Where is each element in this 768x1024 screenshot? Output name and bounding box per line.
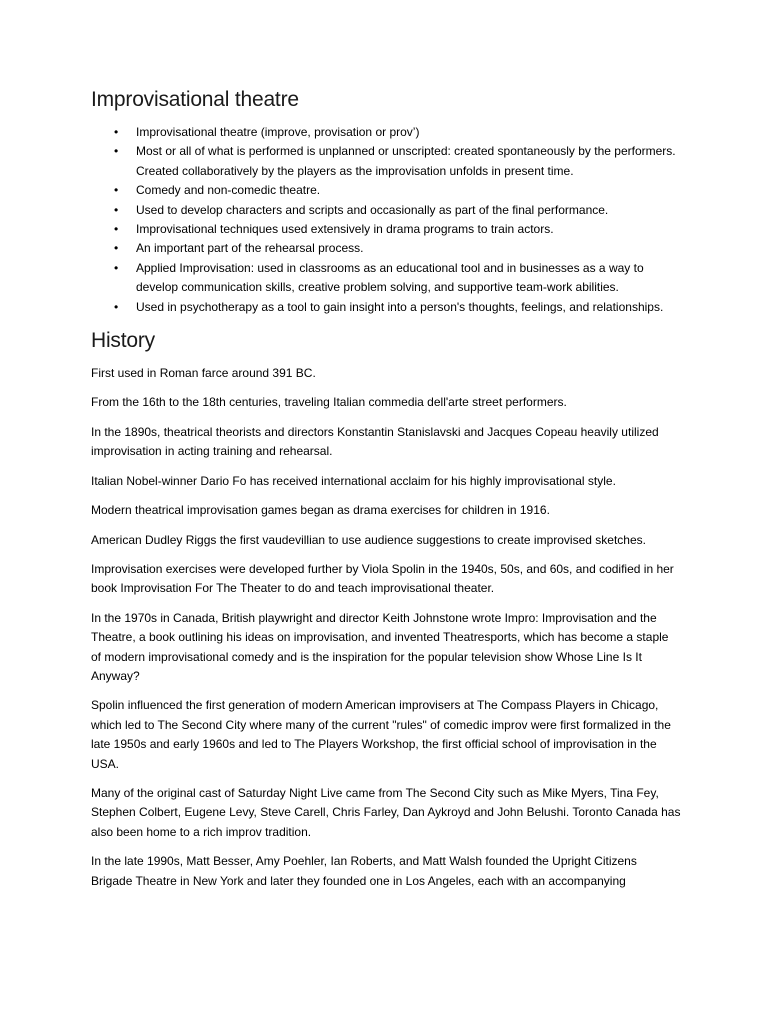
history-paragraph: First used in Roman farce around 391 BC. <box>91 366 316 381</box>
bullet-item <box>91 123 681 142</box>
bullet-icon: • <box>114 260 119 275</box>
bullet-text: Improvisational theatre (improve, provisation or prov’) <box>136 125 420 139</box>
history-paragraph: In the 1890s, theatrical theorists and directors Konstantin Stanislavski and Jacques Copeau heavily utilized improvisation in acting training and rehearsal. <box>91 424 659 459</box>
bullet-item <box>91 201 681 220</box>
history-paragraph: From the 16th to the 18th centuries, traveling Italian commedia dell'arte street performers. <box>91 395 567 410</box>
history-paragraph: American Dudley Riggs the first vaudevillian to use audience suggestions to create improvised sketches. <box>91 532 646 547</box>
bullet-item <box>91 181 681 200</box>
bullet-icon: • <box>114 125 119 139</box>
bullet-item <box>91 142 681 181</box>
document-page <box>91 88 681 901</box>
bullet-text: Improvisational techniques used extensively in drama programs to train actors. <box>136 222 554 237</box>
section-title-improvisational-theatre: Improvisational theatre <box>91 88 299 111</box>
section-title-history: History <box>91 329 155 353</box>
bullet-icon: • <box>114 144 119 159</box>
history-paragraph: Italian Nobel-winner Dario Fo has received international acclaim for his highly improvisational style. <box>91 473 616 488</box>
bullet-text: Most or all of what is performed is unplanned or unscripted: created spontaneously by the performers. Created collaboratively by the players as the improvisation unfolds in present time. <box>136 144 676 178</box>
bullet-icon: • <box>114 222 119 237</box>
bullet-text: An important part of the rehearsal process. <box>136 241 364 256</box>
bullet-item <box>91 220 681 239</box>
bullet-item <box>91 259 681 298</box>
history-paragraph: Improvisation exercises were developed further by Viola Spolin in the 1940s, 50s, and 60s, and codified in her book Improvisation For The Theater to do and teach improvisational theater. <box>91 561 674 596</box>
bullet-icon: • <box>114 202 119 217</box>
bullet-text: Comedy and non-comedic theatre. <box>136 183 321 198</box>
history-paragraph: Modern theatrical improvisation games began as drama exercises for children in 1916. <box>91 503 550 518</box>
history-paragraph: In the late 1990s, Matt Besser, Amy Poehler, Ian Roberts, and Matt Walsh founded the Upright Citizens Brigade Theatre in New York and later they founded one in Los Angeles, each with an accompanying <box>91 854 637 888</box>
history-paragraph: Many of the original cast of Saturday Night Live came from The Second City such as Mike Myers, Tina Fey, Stephen Colbert, Eugene Levy, Steve Carell, Chris Farley, Dan Aykroyd and John Belushi. Toronto Canada has also been home to a rich improv tradition. <box>91 785 681 839</box>
intro-bullet-list <box>91 123 681 317</box>
bullet-text: Used to develop characters and scripts and occasionally as part of the final performance. <box>136 202 609 217</box>
bullet-icon: • <box>114 299 119 314</box>
bullet-item <box>91 298 681 317</box>
bullet-icon: • <box>114 241 119 256</box>
bullet-item <box>91 239 681 258</box>
bullet-text: Applied Improvisation: used in classrooms as an educational tool and in businesses as a way to develop communication skills, creative problem solving, and supportive team-work abilities. <box>136 260 644 295</box>
history-paragraph: In the 1970s in Canada, British playwright and director Keith Johnstone wrote Impro: Improvisation and the Theatre, a book outlining his ideas on improvisation, and invented Theatresports, which has become a staple of modern improvisational comedy and is the inspiration for the popular television show Whose Line Is It Anyway? <box>91 610 669 683</box>
bullet-icon: • <box>114 183 119 198</box>
history-paragraph: Spolin influenced the first generation of modern American improvisers at The Compass Players in Chicago, which led to The Second City where many of the current "rules" of comedic improv were first formalized in the late 1950s and early 1960s and led to The Players Workshop, the first official school of improvisation in the USA. <box>91 698 671 771</box>
bullet-text: Used in psychotherapy as a tool to gain insight into a person's thoughts, feelings, and relationships. <box>136 299 664 314</box>
